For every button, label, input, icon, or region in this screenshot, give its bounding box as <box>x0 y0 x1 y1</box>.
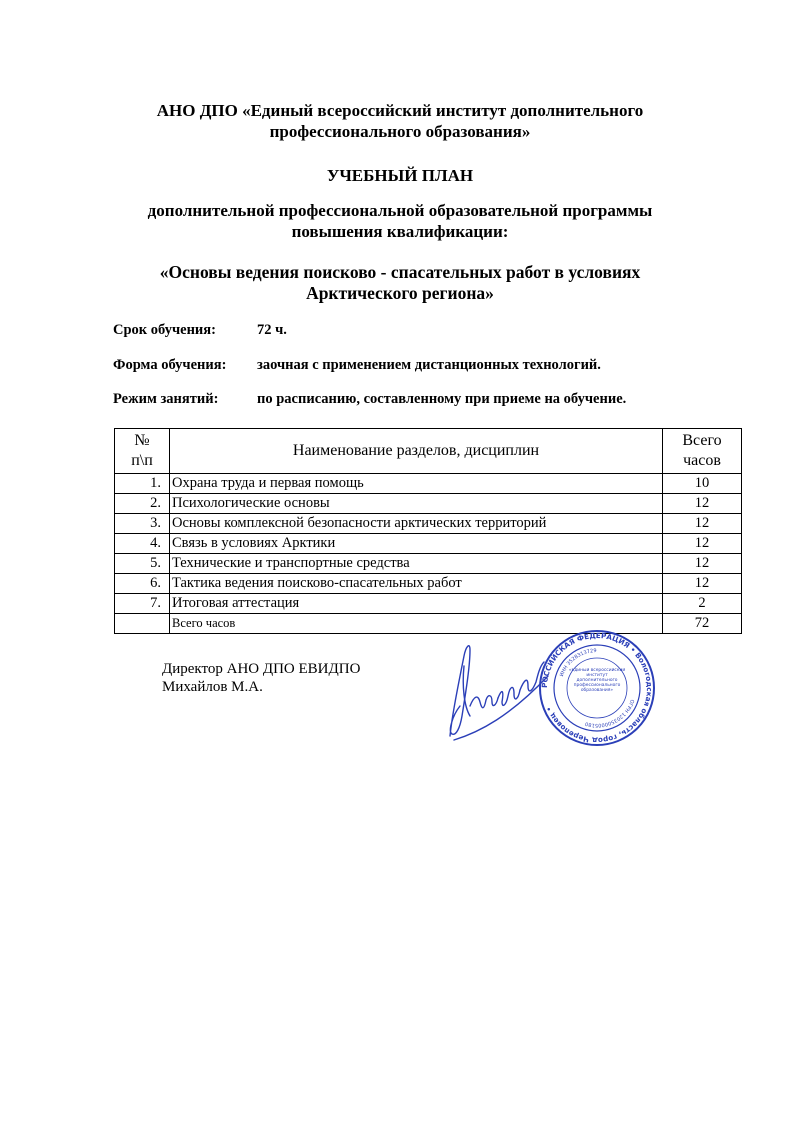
stamp-inn-text: ИНН 3528313729 <box>558 647 597 678</box>
header-discipline: Наименование разделов, дисциплин <box>170 429 663 474</box>
total-label: Всего часов <box>170 614 663 634</box>
term-label: Срок обучения: <box>113 322 216 338</box>
table-row <box>115 514 742 534</box>
director-position: Директор АНО ДПО ЕВИДПО <box>162 661 361 677</box>
row-hours: 12 <box>663 554 742 574</box>
header-number <box>115 429 170 474</box>
table-row <box>115 554 742 574</box>
row-number: 1. <box>115 474 170 494</box>
stamp-ogrn-text: ОГРН 1203500005180 <box>584 698 636 729</box>
row-number: 7. <box>115 594 170 614</box>
row-number: 2. <box>115 494 170 514</box>
row-discipline: Охрана труда и первая помощь <box>170 474 663 494</box>
header-number-line-1: № <box>134 432 150 449</box>
organization-title-line-1: АНО ДПО «Единый всероссийский институт дополнительного <box>156 101 644 120</box>
table-row <box>115 594 742 614</box>
row-hours: 2 <box>663 594 742 614</box>
row-discipline: Тактика ведения поисково-спасательных работ <box>170 574 663 594</box>
row-hours: 12 <box>663 574 742 594</box>
program-type <box>0 200 800 242</box>
row-discipline: Психологические основы <box>170 494 663 514</box>
row-discipline: Связь в условиях Арктики <box>170 534 663 554</box>
program-name-line-1: «Основы ведения поисково - спасательных работ в условиях <box>159 262 641 282</box>
row-discipline: Итоговая аттестация <box>170 594 663 614</box>
program-type-line-1: дополнительной профессиональной образовательной программы <box>147 201 653 220</box>
table-row <box>115 494 742 514</box>
row-number: 3. <box>115 514 170 534</box>
row-number: 5. <box>115 554 170 574</box>
row-discipline: Основы комплексной безопасности арктических территорий <box>170 514 663 534</box>
row-hours: 12 <box>663 514 742 534</box>
organization-title <box>0 100 800 142</box>
program-name <box>0 262 800 304</box>
header-hours-line-2: часов <box>683 452 721 469</box>
form-label: Форма обучения: <box>113 357 227 373</box>
header-hours-line-1: Всего <box>682 432 722 449</box>
row-hours: 10 <box>663 474 742 494</box>
row-discipline: Технические и транспортные средства <box>170 554 663 574</box>
row-hours: 12 <box>663 534 742 554</box>
table-row <box>115 534 742 554</box>
mode-value: по расписанию, составленному при приеме на обучение. <box>257 391 627 407</box>
form-value: заочная с применением дистанционных технологий. <box>257 357 601 373</box>
signature-block <box>162 660 360 696</box>
program-type-line-2: повышения квалификации: <box>291 222 509 241</box>
director-name: Михайлов М.А. <box>162 679 263 695</box>
document-title: УЧЕБНЫЙ ПЛАН <box>326 166 474 185</box>
header-number-line-2: п\п <box>131 452 153 469</box>
mode-label: Режим занятий: <box>113 391 219 407</box>
organization-title-line-2: профессионального образования» <box>269 122 531 141</box>
curriculum-table <box>114 428 742 634</box>
term-value: 72 ч. <box>257 322 287 338</box>
organization-stamp <box>537 628 657 748</box>
stamp-center-text: «Единый всероссийский институт дополнительного профессионального образования» <box>568 668 626 693</box>
table-header-row <box>115 429 742 474</box>
header-hours <box>663 429 742 474</box>
total-number-empty <box>115 614 170 634</box>
row-hours: 12 <box>663 494 742 514</box>
stamp-outer-text: РОССИЙСКАЯ ФЕДЕРАЦИЯ • Вологодская область, город Череповец • <box>539 630 655 746</box>
total-hours: 72 <box>663 614 742 634</box>
row-number: 4. <box>115 534 170 554</box>
table-row <box>115 574 742 594</box>
row-number: 6. <box>115 574 170 594</box>
table-row <box>115 474 742 494</box>
program-name-line-2: Арктического региона» <box>306 283 494 303</box>
